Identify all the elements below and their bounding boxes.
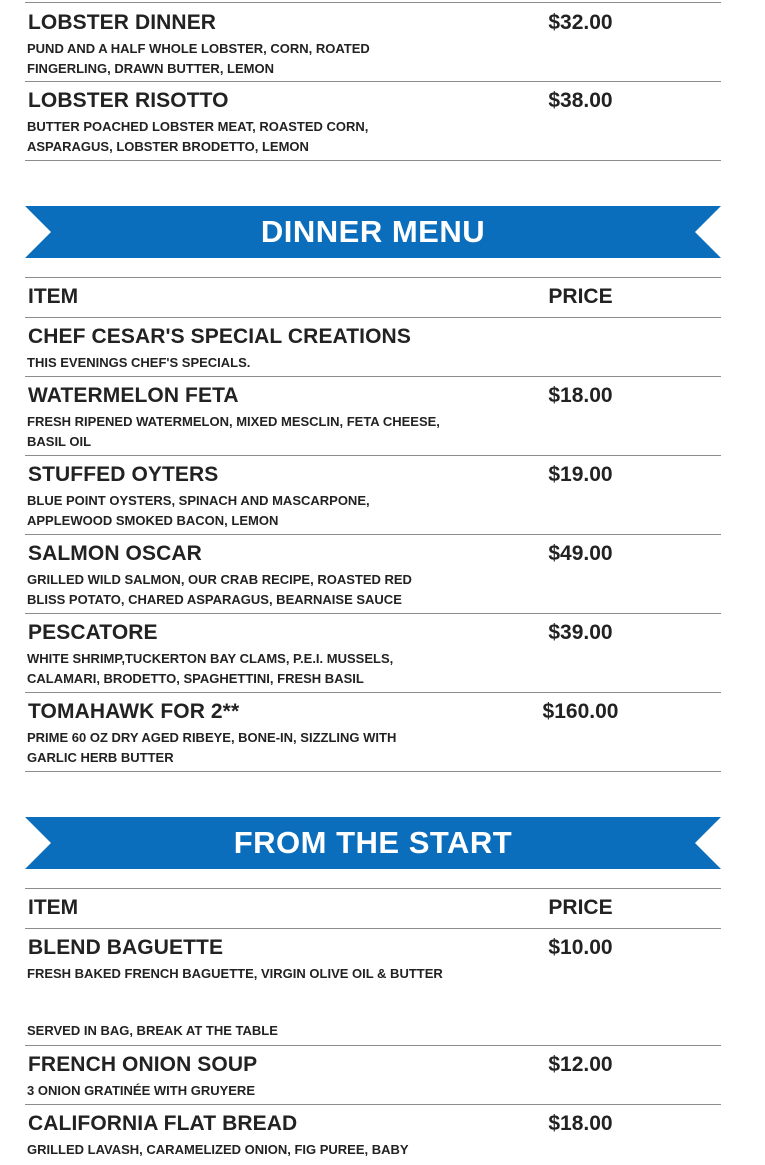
menu-item-row [25, 614, 721, 693]
item-description: BLUE POINT OYSTERS, SPINACH AND MASCARPONE, APPLEWOOD SMOKED BACON, LEMON [27, 493, 370, 528]
column-header-price: PRICE [548, 896, 613, 919]
menu-item-row [25, 2, 721, 82]
menu-item-row [25, 929, 721, 1046]
from-the-start-banner [25, 817, 721, 869]
section-title: FROM THE START [233, 825, 513, 860]
section-title: DINNER MENU [260, 214, 486, 249]
item-name: BLEND BAGUETTE [28, 936, 224, 959]
item-description: PUND AND A HALF WHOLE LOBSTER, CORN, ROATED FINGERLING, DRAWN BUTTER, LEMON [27, 41, 370, 76]
item-description: GRILLED LAVASH, CARAMELIZED ONION, FIG PUREE, BABY [27, 1142, 409, 1157]
menu-item-row [25, 377, 721, 456]
item-name: CHEF CESAR'S SPECIAL CREATIONS [28, 325, 411, 348]
item-description: FRESH BAKED FRENCH BAGUETTE, VIRGIN OLIVE OIL & BUTTER [27, 966, 443, 981]
item-name: FRENCH ONION SOUP [28, 1053, 258, 1076]
item-name: SALMON OSCAR [28, 542, 202, 565]
column-header-item: ITEM [28, 285, 79, 308]
item-description: 3 ONION GRATINÉE WITH GRUYERE [27, 1083, 255, 1098]
item-price: $19.00 [548, 463, 613, 486]
menu-item-row [25, 1046, 721, 1105]
column-header-price: PRICE [548, 285, 613, 308]
item-note: SERVED IN BAG, BREAK AT THE TABLE [27, 1023, 278, 1038]
item-price: $10.00 [548, 936, 613, 959]
item-description: FRESH RIPENED WATERMELON, MIXED MESCLIN, FETA CHEESE, BASIL OIL [27, 414, 440, 449]
menu-item-row [25, 82, 721, 161]
item-description: PRIME 60 OZ DRY AGED RIBEYE, BONE-IN, SIZZLING WITH GARLIC HERB BUTTER [27, 730, 397, 765]
item-price: $12.00 [548, 1053, 613, 1076]
table-header [25, 277, 721, 318]
column-header-item: ITEM [28, 896, 79, 919]
item-price: $38.00 [548, 89, 613, 112]
item-price: $18.00 [548, 384, 613, 407]
dinner-menu-banner [25, 206, 721, 258]
menu-item-row [25, 1105, 721, 1165]
menu-item-row [25, 693, 721, 772]
item-name: LOBSTER DINNER [28, 11, 217, 34]
menu-item-row [25, 456, 721, 535]
item-name: TOMAHAWK FOR 2** [28, 700, 240, 723]
table-header [25, 888, 721, 929]
item-description: GRILLED WILD SALMON, OUR CRAB RECIPE, ROASTED RED BLISS POTATO, CHARED ASPARAGUS, BEARNAISE SAUCE [27, 572, 412, 607]
item-description: BUTTER POACHED LOBSTER MEAT, ROASTED CORN, ASPARAGUS, LOBSTER BRODETTO, LEMON [27, 119, 369, 154]
item-price: $32.00 [548, 11, 613, 34]
item-name: WATERMELON FETA [28, 384, 239, 407]
item-name: PESCATORE [28, 621, 158, 644]
item-name: STUFFED OYTERS [28, 463, 219, 486]
item-price: $49.00 [548, 542, 613, 565]
item-price: $18.00 [548, 1112, 613, 1135]
item-price: $160.00 [542, 700, 619, 723]
item-name: CALIFORNIA FLAT BREAD [28, 1112, 298, 1135]
item-price: $39.00 [548, 621, 613, 644]
menu-item-row [25, 318, 721, 377]
item-description: WHITE SHRIMP,TUCKERTON BAY CLAMS, P.E.I. MUSSELS, CALAMARI, BRODETTO, SPAGHETTINI, FRESH BASIL [27, 651, 394, 686]
item-description: THIS EVENINGS CHEF'S SPECIALS. [27, 355, 251, 370]
menu-item-row [25, 535, 721, 614]
item-name: LOBSTER RISOTTO [28, 89, 229, 112]
